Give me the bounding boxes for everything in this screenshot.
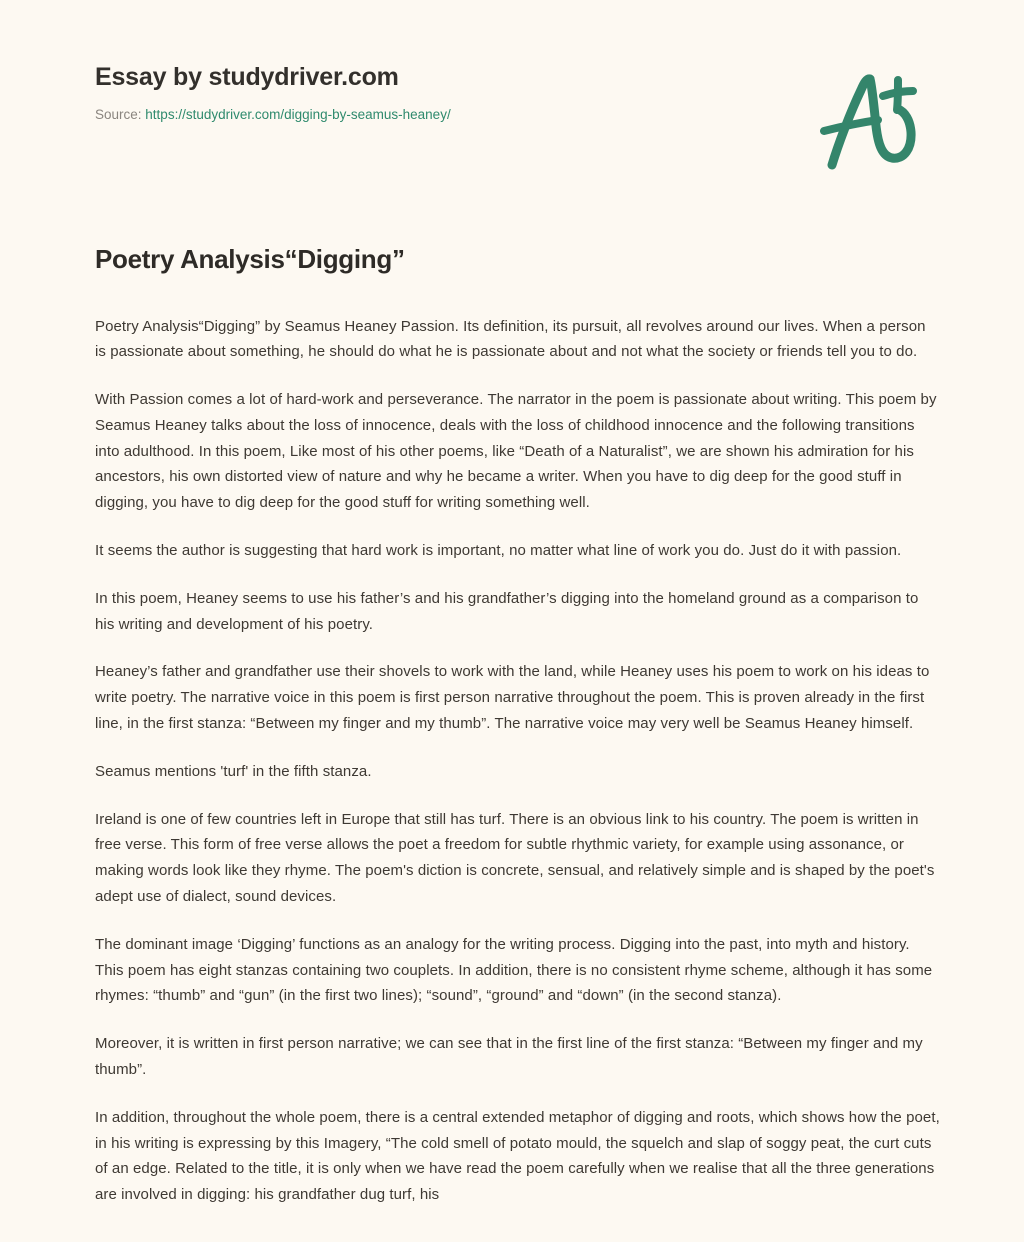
paragraph: Moreover, it is written in first person narrative; we can see that in the first line of the first stanza: “Between my finger and my thumb”. <box>95 1035 923 1079</box>
article <box>95 243 940 1208</box>
brand-title: Essay by studydriver.com <box>95 63 399 91</box>
paragraph: In this poem, Heaney seems to use his father’s and his grandfather’s digging into the homeland ground as a comparison to his writing and development of his poetry. <box>95 589 919 633</box>
a-plus-logo-icon <box>812 68 924 172</box>
paragraph: Poetry Analysis“Digging” by Seamus Heaney Passion. Its definition, its pursuit, all revolves around our lives. When a person is passionate about something, he should do what he is passionate about and not what the society or friends tell you to do. <box>95 317 926 361</box>
paragraph: In addition, throughout the whole poem, there is a central extended metaphor of digging and roots, which shows how the poet, in his writing is expressing by this Imagery, “The cold smell of potato mould, the squelch and slap of soggy peat, the curt cuts of an edge. Related to the title, it is only when we have read the poem carefully when we realise that all the three generations are involved in digging: his grandfather dug turf, his <box>95 1108 940 1204</box>
source-line <box>95 106 795 125</box>
page-title: Poetry Analysis“Digging” <box>95 244 405 274</box>
paragraph: It seems the author is suggesting that hard work is important, no matter what line of work you do. Just do it with passion. <box>95 542 902 560</box>
brand-block <box>95 62 795 125</box>
document-header <box>0 0 1024 200</box>
paragraph: Heaney’s father and grandfather use their shovels to work with the land, while Heaney uses his poem to work on his ideas to write poetry. The narrative voice in this poem is first person narrative throughout the poem. This is proven already in the first line, in the first stanza: “Between my finger and my thumb”. The narrative voice may very well be Seamus Heaney himself. <box>95 663 930 733</box>
source-label: Source: <box>95 107 142 122</box>
article-body <box>95 314 940 1209</box>
paragraph: The dominant image ‘Digging’ functions as an analogy for the writing process. Digging into the past, into myth and history. This poem has eight stanzas containing two couplets. In addition, there is no consistent rhyme scheme, although it has some rhymes: “thumb” and “gun” (in the first two lines); “sound”, “ground” and “down” (in the second stanza). <box>95 935 933 1005</box>
source-url-link[interactable]: https://studydriver.com/digging-by-seamus-heaney/ <box>145 107 451 122</box>
paragraph: Seamus mentions 'turf' in the fifth stanza. <box>95 762 372 780</box>
paragraph: Ireland is one of few countries left in Europe that still has turf. There is an obvious link to his country. The poem is written in free verse. This form of free verse allows the poet a freedom for subtle rhythmic variety, for example using assonance, or making words look like they rhyme. The poem's diction is concrete, sensual, and relatively simple and is shaped by the poet's adept use of dialect, sound devices. <box>95 810 935 906</box>
paragraph: With Passion comes a lot of hard-work and perseverance. The narrator in the poem is passionate about writing. This poem by Seamus Heaney talks about the loss of innocence, deals with the loss of childhood innocence and the following transitions into adulthood. In this poem, Like most of his other poems, like “Death of a Naturalist”, we are shown his admiration for his ancestors, his own distorted view of nature and why he became a writer. When you have to dig deep for the good stuff in digging, you have to dig deep for the good stuff for writing something well. <box>95 391 937 512</box>
a-plus-logo <box>812 68 924 172</box>
